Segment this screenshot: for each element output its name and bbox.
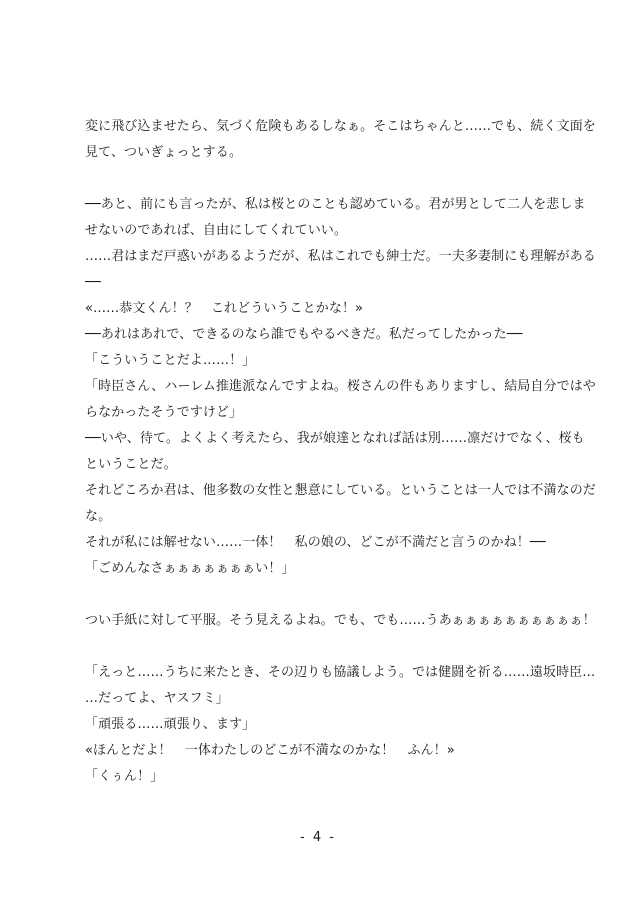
text-line: ── (85, 275, 101, 290)
text-line: 「くぅん！」 (85, 769, 164, 784)
text-line: 「頑張る……頑張り、ます」 (85, 717, 256, 732)
text-line: な。 (85, 509, 112, 524)
text-line: 「時臣さん、ハーレム推進派なんですよね。桜さんの件もありますし、結局自分ではや (85, 379, 596, 394)
text-line: …だってよ、ヤスフミ」 (85, 691, 229, 706)
body-text (85, 114, 596, 790)
text-line: それが私には解せない……一体！ 私の娘の、どこが不満だと言うのかね！── (85, 535, 546, 550)
text-line: ということだ。 (85, 457, 177, 472)
blank-line (85, 582, 565, 608)
page-number: - 4 - (300, 830, 336, 845)
text-line: 変に飛び込ませたら、気づく危険もあるしなぁ。そこはちゃんと……でも、続く文面を (85, 119, 596, 134)
text-line: 見て、ついぎょっとする。 (85, 145, 242, 160)
text-line: ……君はまだ戸惑いがあるようだが、私はこれでも紳士だ。一夫多妻制にも理解がある (85, 249, 596, 264)
blank-line (85, 634, 565, 660)
text-line: それどころか君は、他多数の女性と懇意にしている。ということは一人では不満なのだ (85, 483, 596, 498)
blank-line (85, 166, 565, 192)
text-line: 「こういうことだよ……！」 (85, 353, 256, 368)
text-line: らなかったそうですけど」 (85, 405, 243, 420)
text-line: 「えっと……うちに来たとき、その辺りも協議しよう。では健闘を祈る……遠坂時臣… (85, 665, 596, 680)
text-line: ──あれはあれで、できるのなら誰でもやるべきだ。私だってしたかった── (85, 327, 523, 342)
text-line: «……恭文くん！？ これどういうことかな！» (85, 301, 364, 316)
text-line: ──いや、待て。よくよく考えたら、我が娘達となれば話は別……凛だけでなく、桜も (85, 431, 585, 446)
text-line: ──あと、前にも言ったが、私は桜とのことも認めている。君が男として二人を悲しま (85, 197, 586, 212)
text-line: せないのであれば、自由にしてくれていい。 (85, 223, 348, 238)
text-line: «ほんとだよ！ 一体わたしのどこが不満なのかな！ ふん！» (85, 743, 455, 758)
text-line: 「ごめんなさぁぁぁぁぁぁぁい！」 (85, 561, 295, 576)
text-line: つい手紙に対して平服。そう見えるよね。でも、でも……うあぁぁぁぁぁぁぁぁぁぁ！ (85, 613, 596, 628)
